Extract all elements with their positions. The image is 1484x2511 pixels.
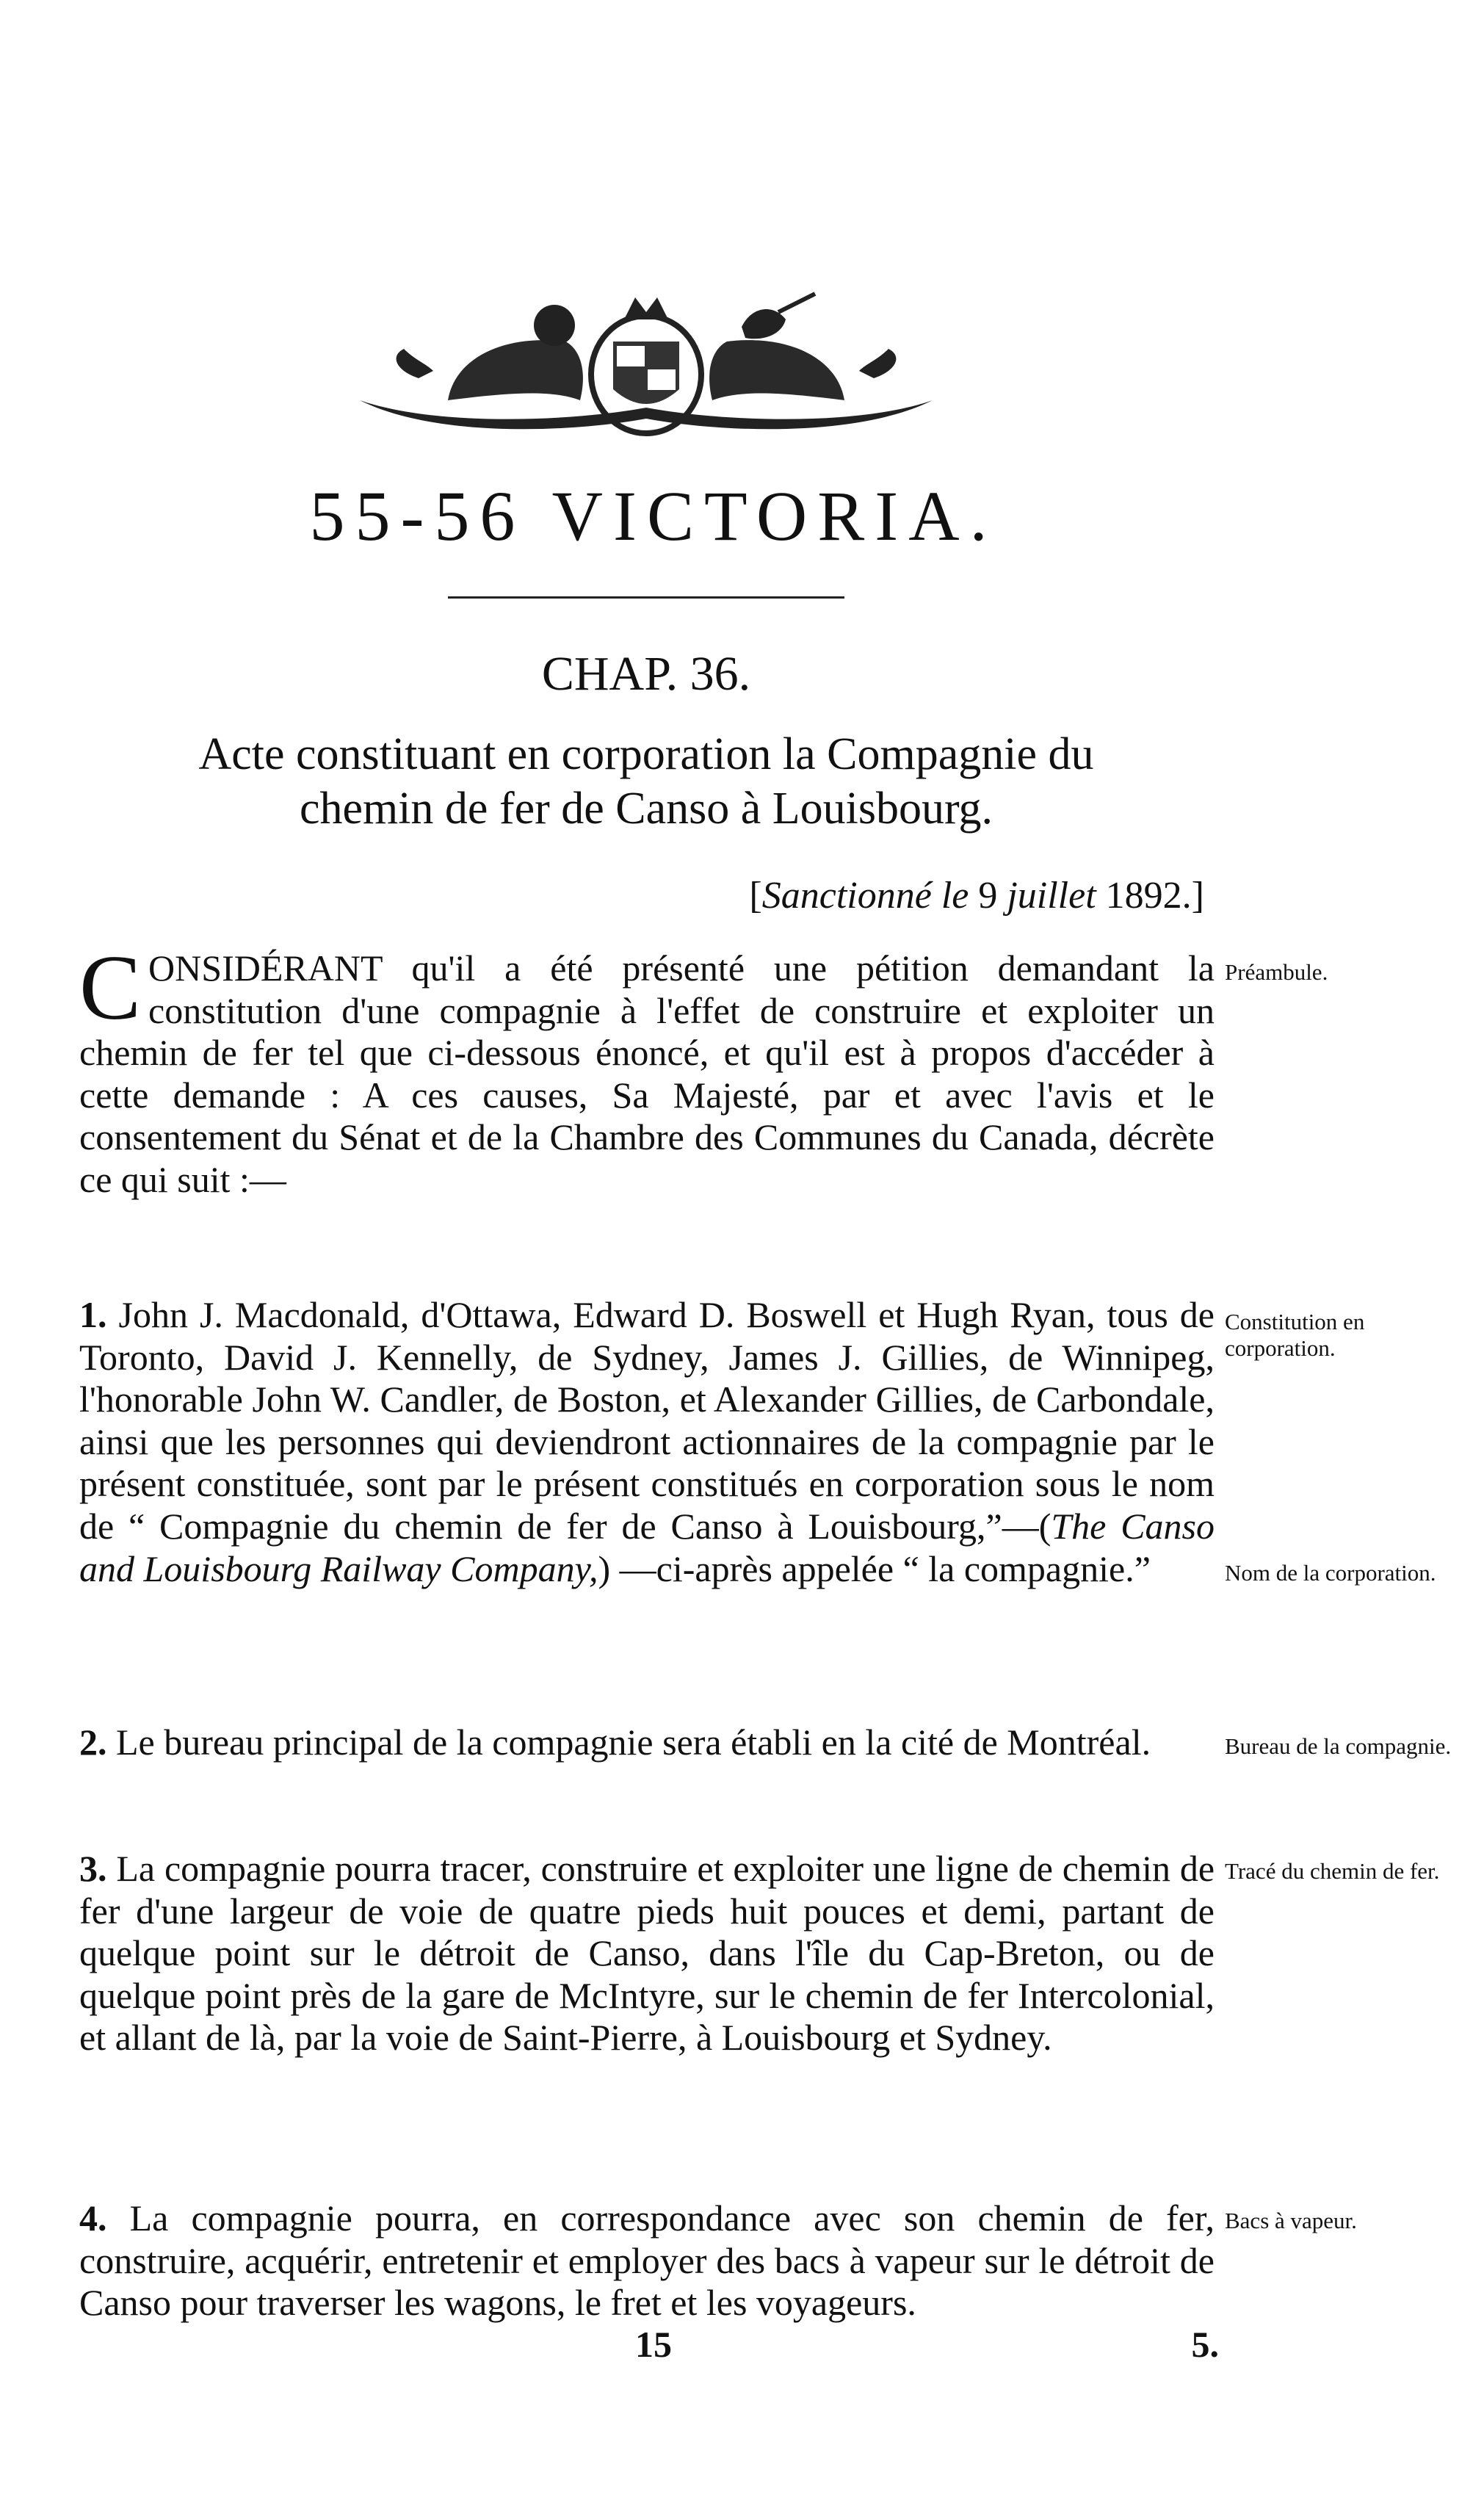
- catchword: 5.: [1191, 2324, 1219, 2365]
- margin-note-constitution: Constitution en corporation.: [1225, 1309, 1365, 1361]
- section-number: 3.: [79, 1848, 107, 1889]
- section-2: [79, 1721, 1215, 1810]
- sanction-day: 9: [978, 875, 998, 917]
- section-text-italic: The Canso and Louisbourg Railway Company,: [79, 1505, 1215, 1589]
- preamble-text: ONSIDÉRANT qu'il a été présenté une pétition demandant la constitution d'une compagnie à l'effet de construire et exploiter un chemin de fer tel que ci-dessous énoncé, et qu'il est à propos d'accéder à cette demande : A ces causes, Sa Majesté, par et avec l'avis et le consentement du Sénat et de la Chambre des Communes du Canada, décrète ce qui suit :—: [79, 947, 1215, 1200]
- sanction-date: [617, 872, 1204, 920]
- volume-title: 55-56 VICTORIA.: [309, 477, 998, 555]
- margin-note-trace: Tracé du chemin de fer.: [1225, 1858, 1440, 1884]
- section-3: [79, 1848, 1215, 2156]
- page-number: 15: [635, 2324, 672, 2365]
- act-title: [73, 727, 1219, 845]
- royal-coat-of-arms-icon: [345, 290, 947, 444]
- sanction-month: juillet: [1007, 875, 1096, 917]
- section-number: 4.: [79, 2197, 107, 2239]
- act-title-line: Acte constituant en corporation la Compagnie du: [198, 729, 1094, 779]
- act-title-line: chemin de fer de Canso à Louisbourg.: [299, 784, 993, 834]
- margin-note-bureau: Bureau de la compagnie.: [1225, 1733, 1452, 1759]
- preamble-paragraph: [79, 937, 1215, 1256]
- drop-cap: C: [79, 937, 142, 1039]
- section-4: [79, 2197, 1215, 2330]
- section-text: La compagnie pourra, en correspondance avec son chemin de fer, construire, acquérir, entretenir et employer des bacs à vapeur sur le détroit de Canso pour traverser les wagons, le fret et les voyageurs.: [79, 2197, 1215, 2324]
- margin-note-bacs: Bacs à vapeur.: [1225, 2208, 1357, 2233]
- section-number: 1.: [79, 1294, 107, 1335]
- section-text: La compagnie pourra tracer, construire et exploiter une ligne de chemin de fer d'une largeur de voie de quatre pieds huit pouces et demi, partant de quelque point sur le détroit de Canso, dans l'île du Cap-Breton, ou de quelque point près de la gare de McIntyre, sur le chemin de fer Intercolonial, et allant de là, par la voie de Saint-Pierre, à Louisbourg et Sydney.: [79, 1848, 1215, 2059]
- section-text: John J. Macdonald, d'Ottawa, Edward D. Boswell et Hugh Ryan, tous de Toronto, David J. Kennelly, de Sydney, James J. Gillies, de Winnipeg, l'honorable John W. Candler, de Boston, et Alexander Gillies, de Carbondale, ainsi que les personnes qui deviendront actionnaires de la compagnie par le présent constituée, sont par le présent constitués en corporation sous le nom de “ Compagnie du chemin de fer de Canso à Louisbourg,”—(: [79, 1294, 1215, 1547]
- sanction-bracket: [: [749, 875, 762, 917]
- section-1: [79, 1294, 1215, 1683]
- title-divider: [448, 596, 844, 599]
- section-number: 2.: [79, 1721, 107, 1763]
- section-text: ) —ci-après appelée “ la compagnie.”: [598, 1547, 1151, 1589]
- margin-note-preambule: Préambule.: [1225, 959, 1328, 985]
- margin-note-nom: Nom de la corporation.: [1225, 1560, 1436, 1586]
- sanction-word: le: [941, 875, 969, 917]
- sanction-word: Sanctionné: [761, 875, 932, 917]
- sanction-year: 1892.]: [1105, 875, 1204, 917]
- chapter-number: CHAP. 36.: [541, 647, 751, 701]
- section-text: Le bureau principal de la compagnie sera établi en la cité de Montréal.: [116, 1721, 1151, 1763]
